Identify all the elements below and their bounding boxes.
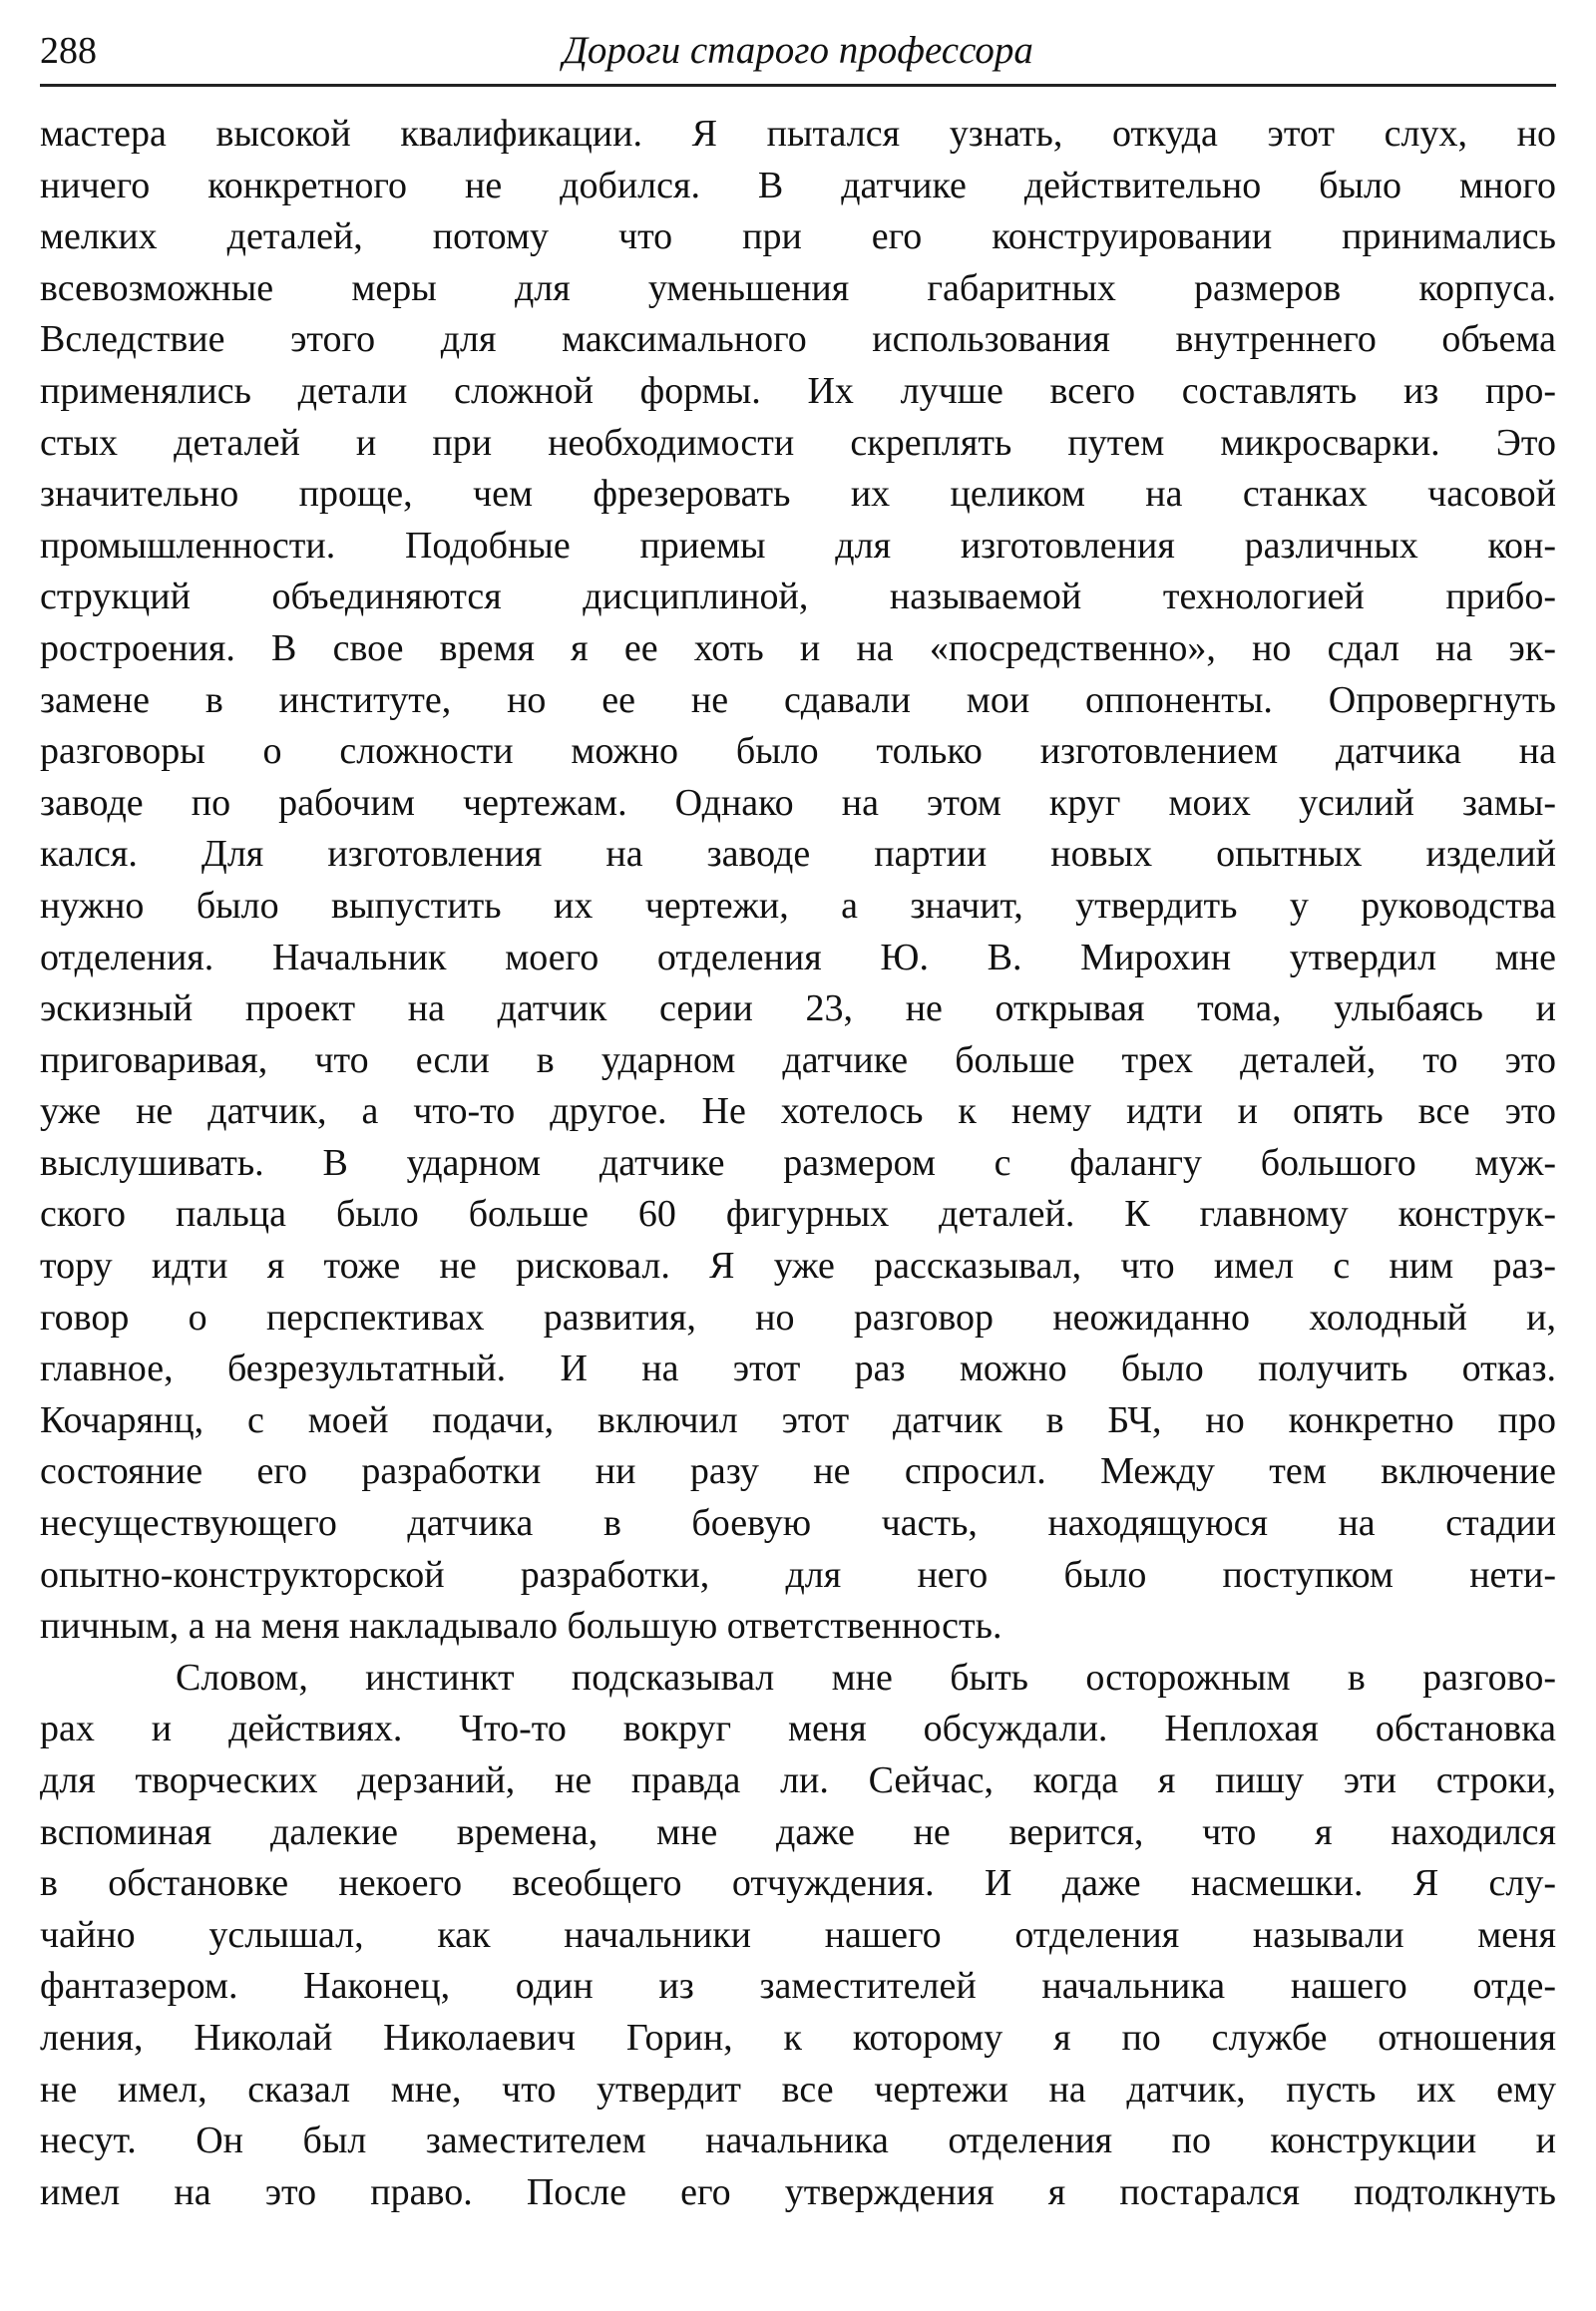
text-line: разговоры о сложности можно было только изготовлением датчика на	[40, 730, 1556, 773]
text-line: применялись детали сложной формы. Их лучше всего составлять из про-	[40, 369, 1556, 412]
text-line: в обстановке некоего всеобщего отчуждения. И даже насмешки. Я слу-	[40, 1862, 1556, 1905]
text-line: несут. Он был заместителем начальника отделения по конструкции и	[40, 2119, 1556, 2162]
text-line: мелких деталей, потому что при его конструировании принимались	[40, 215, 1556, 258]
text-line: Кочарянц, с моей подачи, включил этот датчик в БЧ, но конкретно про	[40, 1398, 1556, 1441]
text-line: уже не датчик, а что-то другое. Не хотелось к нему идти и опять все это	[40, 1090, 1556, 1133]
text-line: ростроения. В свое время я ее хоть и на «посредственно», но сдал на эк-	[40, 626, 1556, 669]
text-line: кался. Для изготовления на заводе партии новых опытных изделий	[40, 833, 1556, 876]
text-line: не имел, сказал мне, что утвердит все чертежи на датчик, пусть их ему	[40, 2068, 1556, 2111]
text-line: опытно-конструкторской разработки, для него было поступком нети-	[40, 1553, 1556, 1596]
body-text	[40, 109, 1556, 2218]
text-line: ления, Николай Николаевич Горин, к которому я по службе отношения	[40, 2016, 1556, 2059]
text-line: пичным, а на меня накладывало большую ответственность.	[40, 1605, 1002, 1648]
text-line: чайно услышал, как начальники нашего отделения называли меня	[40, 1913, 1556, 1956]
text-line: Вследствие этого для максимального использования внутреннего объема	[40, 318, 1556, 361]
text-line: значительно проще, чем фрезеровать их целиком на станках часовой	[40, 473, 1556, 516]
text-line: отделения. Начальник моего отделения Ю. В. Мирохин утвердил мне	[40, 936, 1556, 978]
text-line: нужно было выпустить их чертежи, а значит, утвердить у руководства	[40, 884, 1556, 927]
text-line: имел на это право. После его утверждения я постарался подтолкнуть	[40, 2170, 1556, 2213]
text-line: главное, безрезультатный. И на этот раз можно было получить отказ.	[40, 1348, 1556, 1390]
text-line: замене в институте, но ее не сдавали мои оппоненты. Опровергнуть	[40, 678, 1556, 721]
paragraph	[40, 1653, 1556, 2219]
text-line: выслушивать. В ударном датчике размером с фалангу большого муж-	[40, 1141, 1556, 1184]
text-line: стых деталей и при необходимости скреплять путем микросварки. Это	[40, 421, 1556, 464]
page-number: 288	[40, 30, 97, 72]
text-line: эскизный проект на датчик серии 23, не открывая тома, улыбаясь и	[40, 987, 1556, 1030]
text-line: ничего конкретного не добился. В датчике действительно было много	[40, 164, 1556, 206]
text-line: промышленности. Подобные приемы для изготовления различных кон-	[40, 524, 1556, 567]
text-line: ского пальца было больше 60 фигурных деталей. К главному конструк-	[40, 1193, 1556, 1236]
text-line: состояние его разработки ни разу не спросил. Между тем включение	[40, 1450, 1556, 1493]
text-line: струкций объединяются дисциплиной, называемой технологией прибо-	[40, 576, 1556, 618]
text-line: всевозможные меры для уменьшения габаритных размеров корпуса.	[40, 266, 1556, 309]
text-line: говор о перспективах развития, но разговор неожиданно холодный и,	[40, 1296, 1556, 1339]
text-line: заводе по рабочим чертежам. Однако на этом круг моих усилий замы-	[40, 781, 1556, 824]
text-line: вспоминая далекие времена, мне даже не верится, что я находился	[40, 1810, 1556, 1853]
running-title: Дороги старого профессора	[563, 29, 1033, 72]
text-line: несуществующего датчика в боевую часть, находящуюся на стадии	[40, 1502, 1556, 1545]
text-line: мастера высокой квалификации. Я пытался узнать, откуда этот слух, но	[40, 113, 1556, 155]
text-line: Словом, инстинкт подсказывал мне быть осторожным в разгово-	[176, 1656, 1556, 1699]
book-page	[40, 22, 1556, 2286]
paragraph	[40, 109, 1556, 1653]
text-line: приговаривая, что если в ударном датчике больше трех деталей, то это	[40, 1038, 1556, 1081]
text-line: для творческих дерзаний, не правда ли. Сейчас, когда я пишу эти строки,	[40, 1759, 1556, 1801]
text-line: фантазером. Наконец, один из заместителей начальника нашего отде-	[40, 1965, 1556, 2008]
text-line: рах и действиях. Что-то вокруг меня обсуждали. Неплохая обстановка	[40, 1708, 1556, 1750]
page-header	[40, 22, 1556, 87]
text-line: тору идти я тоже не рисковал. Я уже рассказывал, что имел с ним раз-	[40, 1245, 1556, 1288]
